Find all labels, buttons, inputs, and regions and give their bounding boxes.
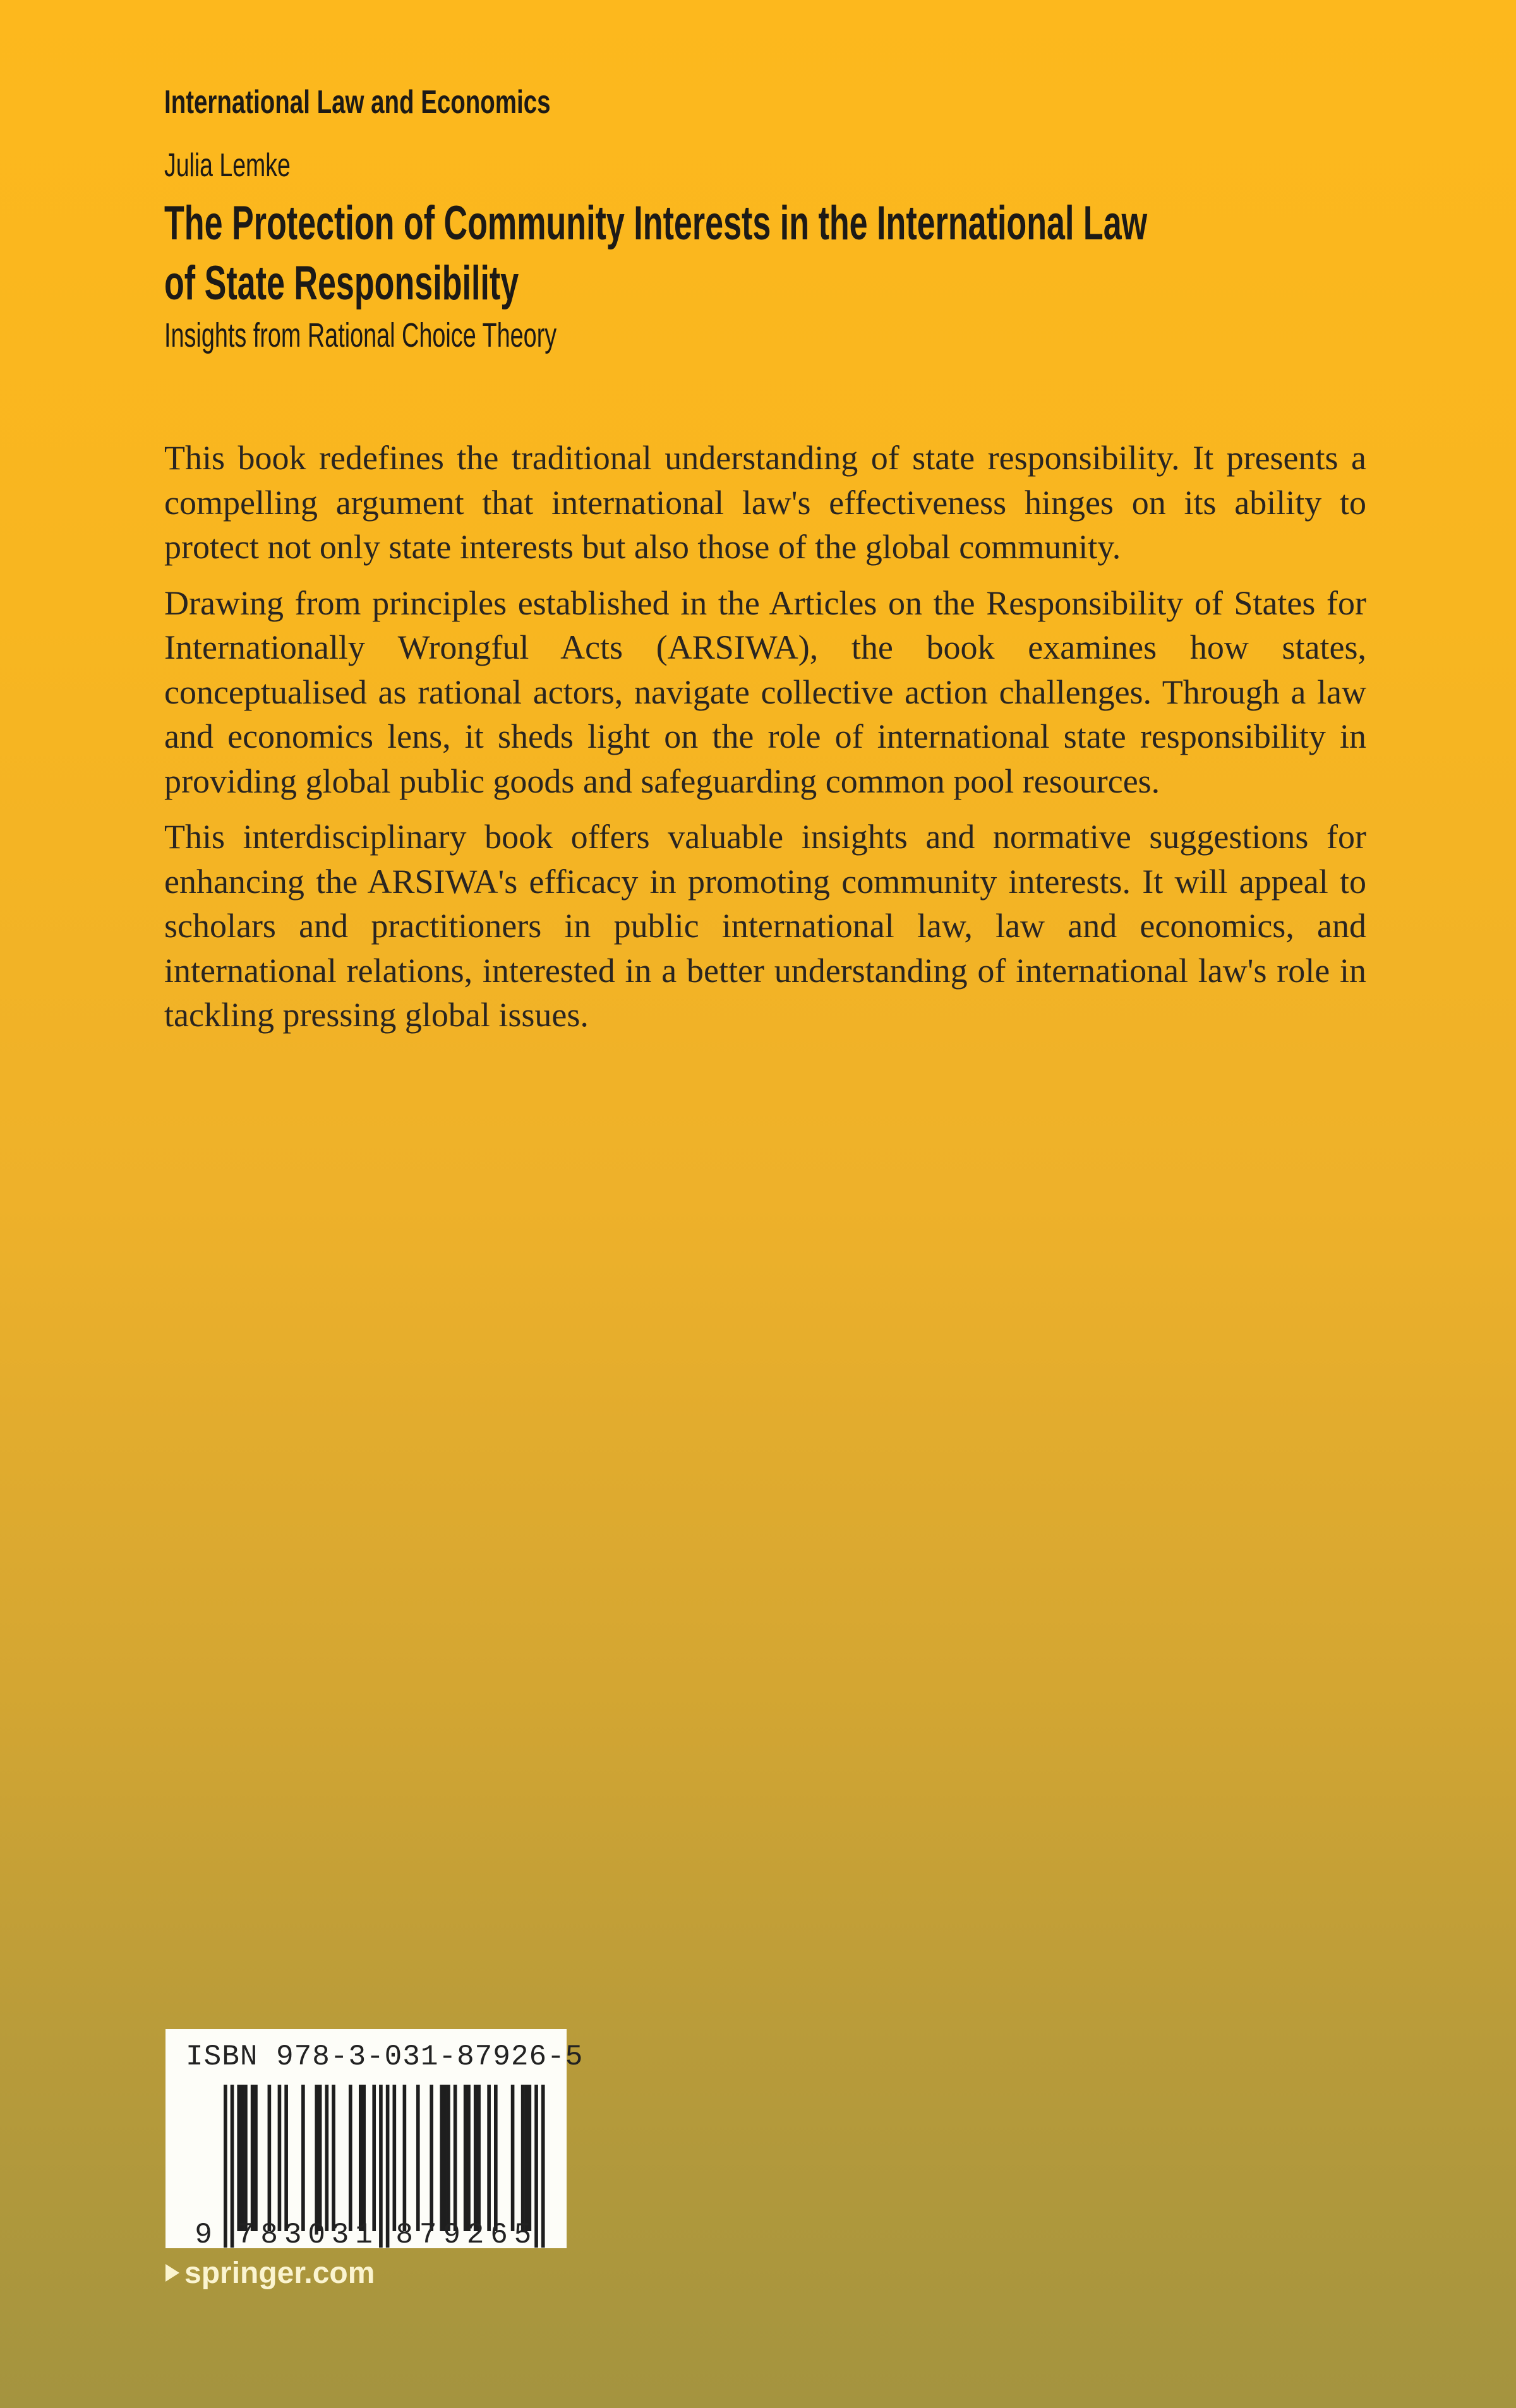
barcode-bar <box>372 2085 376 2231</box>
barcode-bar <box>521 2085 525 2231</box>
barcode-digit: 5 <box>514 2219 532 2248</box>
isbn-label: ISBN 978-3-031-87926-5 <box>186 2040 584 2073</box>
barcode-bar <box>315 2085 318 2231</box>
isbn-barcode <box>165 2029 584 2248</box>
barcode-bar <box>454 2085 457 2231</box>
barcode-bar <box>528 2085 532 2231</box>
barcode-bar <box>440 2085 443 2231</box>
barcode-digit: 8 <box>260 2219 279 2248</box>
author-name: Julia Lemke <box>164 147 291 184</box>
book-subtitle: Insights from Rational Choice Theory <box>164 316 557 354</box>
barcode-bar <box>541 2085 545 2248</box>
barcode-digit: 6 <box>490 2219 508 2248</box>
barcode-bar <box>254 2085 258 2231</box>
blurb-paragraph: Drawing from principles established in the Articles on the Responsibility of States for Internationally Wrongful Acts (ARSIWA), the book examines how states, conceptualised as rational actors, navigate collective action challenges. Through a law and economics lens, it sheds light on the role of international state responsibility in providing global public goods and safeguarding common pool resources. <box>164 584 1366 800</box>
barcode-digit: 7 <box>236 2219 255 2248</box>
barcode-bar <box>301 2085 305 2231</box>
barcode-digit: 1 <box>355 2219 373 2248</box>
barcode-digit: 0 <box>308 2219 325 2248</box>
barcode-bar <box>278 2085 282 2231</box>
barcode-bar <box>231 2085 234 2248</box>
book-title-line-1: The Protection of Community Interests in the International Law <box>164 196 1148 250</box>
publisher-website: springer.com <box>184 2256 375 2290</box>
barcode-bar <box>224 2085 227 2248</box>
series-title: International Law and Economics <box>164 84 551 121</box>
triangle-right-icon <box>165 2264 179 2282</box>
barcode-bar <box>464 2085 467 2231</box>
book-title-line-2: of State Responsibility <box>164 256 519 310</box>
blurb-paragraph: This interdisciplinary book offers valuable insights and normative suggestions for enhancing the ARSIWA's efficacy in promoting community interests. It will appeal to scholars and practitioners in public international law, law and economics, and international relations, interested in a better understanding of international law's role in tackling pressing global issues. <box>164 818 1366 1034</box>
barcode-digit: 7 <box>419 2219 437 2248</box>
barcode-bar <box>386 2085 390 2248</box>
barcode-bar <box>251 2085 255 2231</box>
barcode-bar <box>474 2085 478 2231</box>
barcode-bar <box>359 2085 363 2231</box>
barcode-bar <box>237 2085 241 2231</box>
barcode-bar <box>487 2085 491 2231</box>
barcode-digit: 3 <box>284 2219 302 2248</box>
barcode-digit: 2 <box>466 2219 484 2248</box>
barcode-bar <box>349 2085 352 2231</box>
barcode-bar <box>362 2085 366 2231</box>
barcode-bar <box>467 2085 471 2231</box>
barcode-bar <box>241 2085 244 2231</box>
barcode-bar <box>403 2085 407 2231</box>
barcode-bar <box>332 2085 335 2231</box>
barcode-bar <box>447 2085 450 2231</box>
barcode-bar <box>477 2085 481 2231</box>
barcode-digit: 8 <box>395 2219 414 2248</box>
barcode-bar <box>393 2085 397 2231</box>
publisher-link[interactable] <box>165 2256 375 2291</box>
blurb <box>164 436 1366 1049</box>
barcode-bars <box>165 2029 567 2248</box>
barcode-bar <box>318 2085 322 2231</box>
barcode-digit: 9 <box>443 2219 460 2248</box>
barcode-bar <box>379 2085 383 2248</box>
barcode-bar <box>511 2085 515 2231</box>
barcode-bar <box>325 2085 329 2231</box>
barcode-bar <box>284 2085 288 2231</box>
barcode-bar <box>534 2085 538 2248</box>
barcode-bar <box>494 2085 498 2231</box>
barcode-bar <box>244 2085 248 2231</box>
barcode-bar <box>416 2085 420 2231</box>
blurb-paragraph: This book redefines the traditional understanding of state responsibility. It presents a compelling argument that international law's effectiveness hinges on its ability to protect not only state interests but also those of the global community. <box>164 439 1366 566</box>
barcode-digit: 9 <box>195 2219 212 2248</box>
barcode-bar <box>430 2085 433 2231</box>
barcode-bar <box>443 2085 447 2231</box>
barcode-bar <box>524 2085 528 2231</box>
barcode-digit: 3 <box>331 2219 349 2248</box>
barcode-bar <box>268 2085 272 2231</box>
